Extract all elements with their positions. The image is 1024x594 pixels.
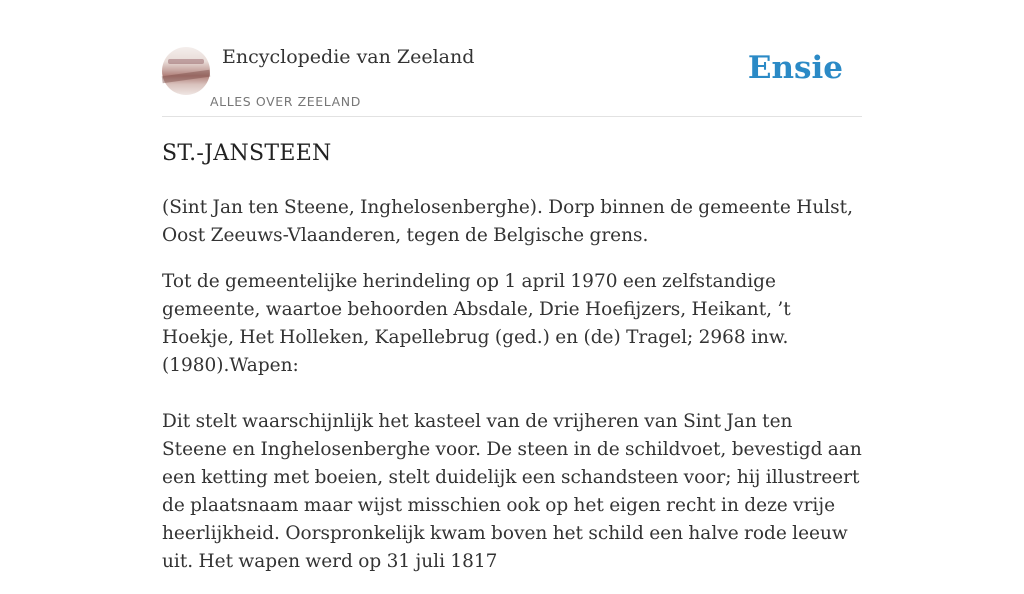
site-header: [162, 0, 862, 117]
article-paragraph: (Sint Jan ten Steene, Inghelosenberghe). Dorp binnen de gemeente Hulst, Oost Zeeuws-Vlaanderen, tegen de Belgische grens.: [162, 197, 853, 246]
site-subtitle: ALLES OVER ZEELAND: [210, 94, 361, 109]
article: [162, 138, 862, 594]
article-paragraph: Tot de gemeentelijke herindeling op 1 april 1970 een zelfstandige gemeente, waartoe behoorden Absdale, Drie Hoefijzers, Heikant, ’t Hoekje, Het Holleken, Kapellebrug (ged.) en (de) Tragel; 2968 inw. (1980).Wapen: Dit stelt waarschijnlijk het kasteel van de vrijheren van Sint Jan ten Steene en Inghelosenberghe voor. De steen in de schildvoet, bevestigd aan een ketting met boeien, stelt duidelijk een schandsteen voor; hij illustreert de plaatsnaam maar wijst misschien ook op het eigen recht in deze vrije heerlijkheid. Oorspronkelijk kwam boven het schild een halve rode leeuw uit. Het wapen werd op 31 juli 1817: [162, 271, 862, 572]
article-title: ST.-JANSTEEN: [162, 141, 332, 166]
site-title[interactable]: Encyclopedie van Zeeland: [222, 46, 475, 68]
site-avatar[interactable]: [162, 47, 210, 95]
ensie-logo-link[interactable]: Ensie: [747, 50, 843, 86]
